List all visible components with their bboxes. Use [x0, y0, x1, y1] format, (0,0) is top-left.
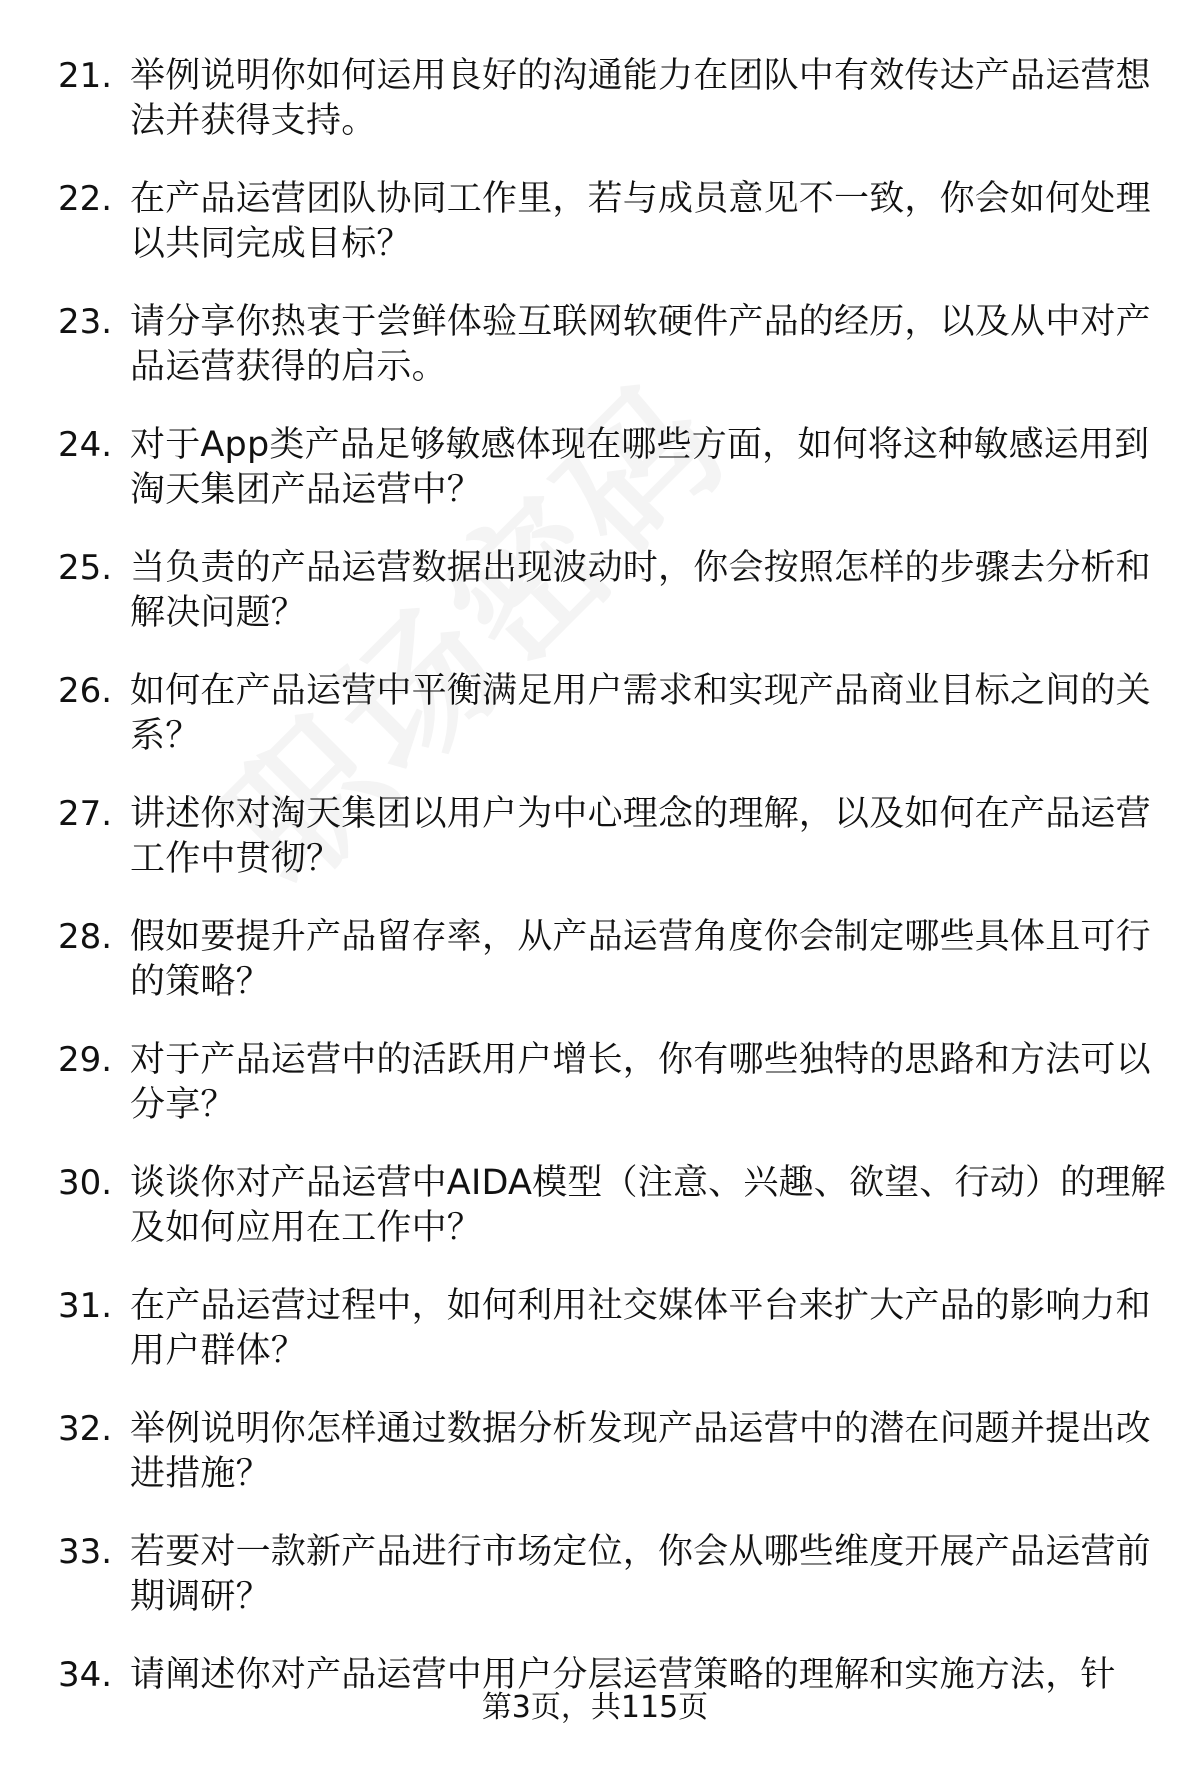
question-text: 请分享你热衷于尝鲜体验互联网软硬件产品的经历，以及从中对产品运营获得的启示。 [130, 302, 1151, 387]
question-text: 假如要提升产品留存率，从产品运营角度你会制定哪些具体且可行的策略？ [130, 917, 1151, 1002]
question-list [0, 54, 1190, 1776]
question-item [0, 546, 1190, 669]
question-number: 33. [58, 1532, 113, 1572]
question-text: 如何在产品运营中平衡满足用户需求和实现产品商业目标之间的关系？ [130, 671, 1151, 756]
question-number: 31. [58, 1286, 113, 1326]
question-text: 谈谈你对产品运营中AIDA模型（注意、兴趣、欲望、行动）的理解及如何应用在工作中？ [130, 1163, 1166, 1248]
question-item [0, 1284, 1190, 1407]
question-number: 34. [58, 1655, 113, 1695]
question-item [0, 423, 1190, 546]
question-number: 23. [58, 302, 113, 342]
question-text: 在产品运营团队协同工作里，若与成员意见不一致，你会如何处理以共同完成目标？ [130, 179, 1151, 264]
question-number: 21. [58, 56, 113, 96]
question-number: 25. [58, 548, 113, 588]
question-text: 请阐述你对产品运营中用户分层运营策略的理解和实施方法，针 [130, 1655, 1116, 1695]
question-text: 在产品运营过程中，如何利用社交媒体平台来扩大产品的影响力和用户群体？ [130, 1286, 1151, 1371]
question-number: 24. [58, 425, 113, 465]
question-text: 对于App类产品足够敏感体现在哪些方面，如何将这种敏感运用到淘天集团产品运营中？ [130, 425, 1150, 510]
question-item [0, 915, 1190, 1038]
question-item [0, 177, 1190, 300]
question-number: 30. [58, 1163, 113, 1203]
question-item [0, 300, 1190, 423]
question-text: 对于产品运营中的活跃用户增长，你有哪些独特的思路和方法可以分享？ [130, 1040, 1151, 1125]
page-footer: 第3页，共115页 [481, 1690, 709, 1725]
question-text: 举例说明你怎样通过数据分析发现产品运营中的潜在问题并提出改进措施？ [130, 1409, 1151, 1494]
question-number: 22. [58, 179, 113, 219]
question-text: 若要对一款新产品进行市场定位，你会从哪些维度开展产品运营前期调研？ [130, 1532, 1151, 1617]
question-item [0, 1161, 1190, 1284]
question-item [0, 1038, 1190, 1161]
question-item [0, 792, 1190, 915]
question-item [0, 1407, 1190, 1530]
question-number: 28. [58, 917, 113, 957]
question-text: 当负责的产品运营数据出现波动时，你会按照怎样的步骤去分析和解决问题？ [130, 548, 1151, 633]
question-number: 27. [58, 794, 113, 834]
question-text: 举例说明你如何运用良好的沟通能力在团队中有效传达产品运营想法并获得支持。 [130, 56, 1151, 141]
question-item [0, 54, 1190, 177]
question-number: 26. [58, 671, 113, 711]
question-item [0, 1530, 1190, 1653]
question-text: 讲述你对淘天集团以用户为中心理念的理解，以及如何在产品运营工作中贯彻？ [130, 794, 1151, 879]
question-item [0, 669, 1190, 792]
question-number: 29. [58, 1040, 113, 1080]
question-number: 32. [58, 1409, 113, 1449]
